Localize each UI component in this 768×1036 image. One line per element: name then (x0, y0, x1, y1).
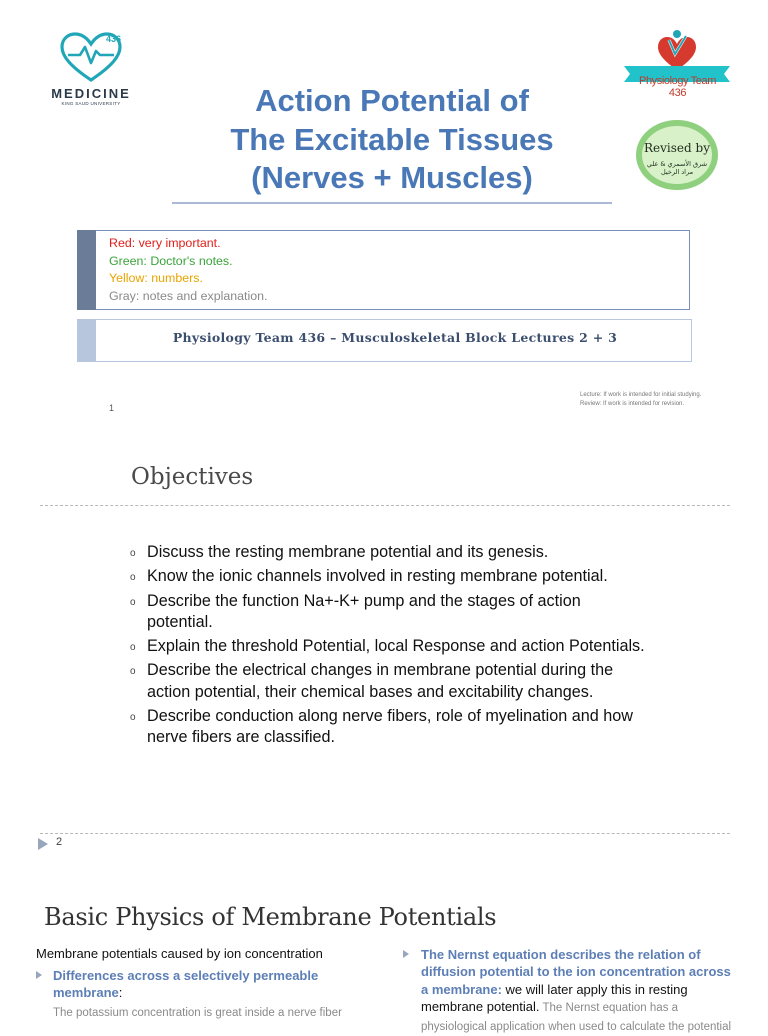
logo-wordmark: MEDICINE (51, 86, 131, 101)
page-number: 2 (56, 836, 63, 848)
legend-red: Red: very important. (109, 236, 221, 250)
list-item: o Describe the function Na+-K+ pump and the stages of action potential. (130, 591, 581, 631)
logo-badge-number: 436 (106, 34, 122, 44)
list-item: o Explain the threshold Potential, local Response and action Potentials. (130, 636, 650, 657)
heart-pulse-logo-icon (40, 28, 142, 88)
list-item: o Describe conduction along nerve fibers, role of myelination and how nerve fibers are classified. (130, 707, 633, 747)
right-column (403, 946, 739, 1036)
logo-university: KING SAUD UNIVERSITY (61, 101, 121, 106)
triangle-bullet-icon (36, 971, 42, 979)
team-banner-bar (77, 319, 96, 362)
objectives-heading: Objectives (131, 464, 254, 490)
triangle-bullet-icon (403, 950, 409, 958)
section-heading: Basic Physics of Membrane Potentials (44, 903, 497, 931)
bullet-icon: o (130, 666, 136, 678)
left-subheading: Differences across a selectively permeable membrane: (36, 967, 376, 1001)
revised-label: Revised by (644, 141, 710, 155)
usage-note (580, 391, 701, 408)
left-column (36, 946, 376, 1019)
nernst-gray: The Nernst equation has a physiological application when used to calculate the potential (421, 1001, 732, 1034)
objectives-divider (40, 505, 730, 506)
reviser-names: شرق الأسمري & علي مراد الرخيل (646, 160, 708, 176)
color-legend (109, 235, 267, 305)
usage-note-review: Review: If work is intended for revision. (580, 400, 685, 407)
left-gray-text: The potassium concentration is great inside a nerve fiber (53, 1007, 342, 1019)
bullet-icon: o (130, 548, 136, 559)
bullet-icon: o (130, 712, 136, 724)
list-item: o Describe the electrical changes in membrane potential during the action potential, their chemical bases and excitability changes. (130, 661, 614, 701)
title-line-1: Action Potential of (255, 83, 529, 118)
left-caption: Membrane potentials caused by ion concentration (36, 946, 323, 961)
page-title (172, 82, 612, 198)
list-item: o Know the ionic channels involved in resting membrane potential. (130, 566, 650, 587)
revised-seal (633, 118, 721, 192)
nernst-paragraph (403, 946, 739, 1036)
legend-green: Green: Doctor's notes. (109, 253, 233, 268)
title-line-2: The Excitable Tissues (230, 121, 554, 157)
legend-accent-bar (77, 230, 96, 310)
page-arrow-icon (38, 838, 48, 850)
team-banner-text: Physiology Team 436 – Musculoskeletal Block Lectures 2 + 3 (172, 330, 618, 345)
nernst-bold: The Nernst equation describes the relation of diffusion potential to the ion concentration across a membrane: (421, 947, 731, 997)
title-line-3: (Nerves + Muscles) (251, 160, 533, 195)
list-item: o Discuss the resting membrane potential and its genesis. (130, 542, 650, 563)
usage-note-lecture: Lecture: If work is intended for initial studying. (580, 392, 702, 398)
bullet-icon: o (130, 572, 136, 584)
team-logo-label: Physiology Team 436 (639, 75, 716, 99)
legend-gray: Gray: notes and explanation. (109, 288, 268, 303)
title-divider (172, 202, 612, 204)
page-marker: 1 (109, 403, 115, 413)
bullet-icon: o (130, 596, 136, 608)
revised-seal-icon (633, 118, 721, 192)
legend-yellow: Yellow: numbers. (109, 271, 203, 285)
objectives-list (130, 542, 650, 752)
nernst-normal: we will later apply this in resting membrane potential. (421, 981, 688, 1014)
page-divider (40, 833, 730, 834)
bullet-icon: o (130, 642, 136, 654)
